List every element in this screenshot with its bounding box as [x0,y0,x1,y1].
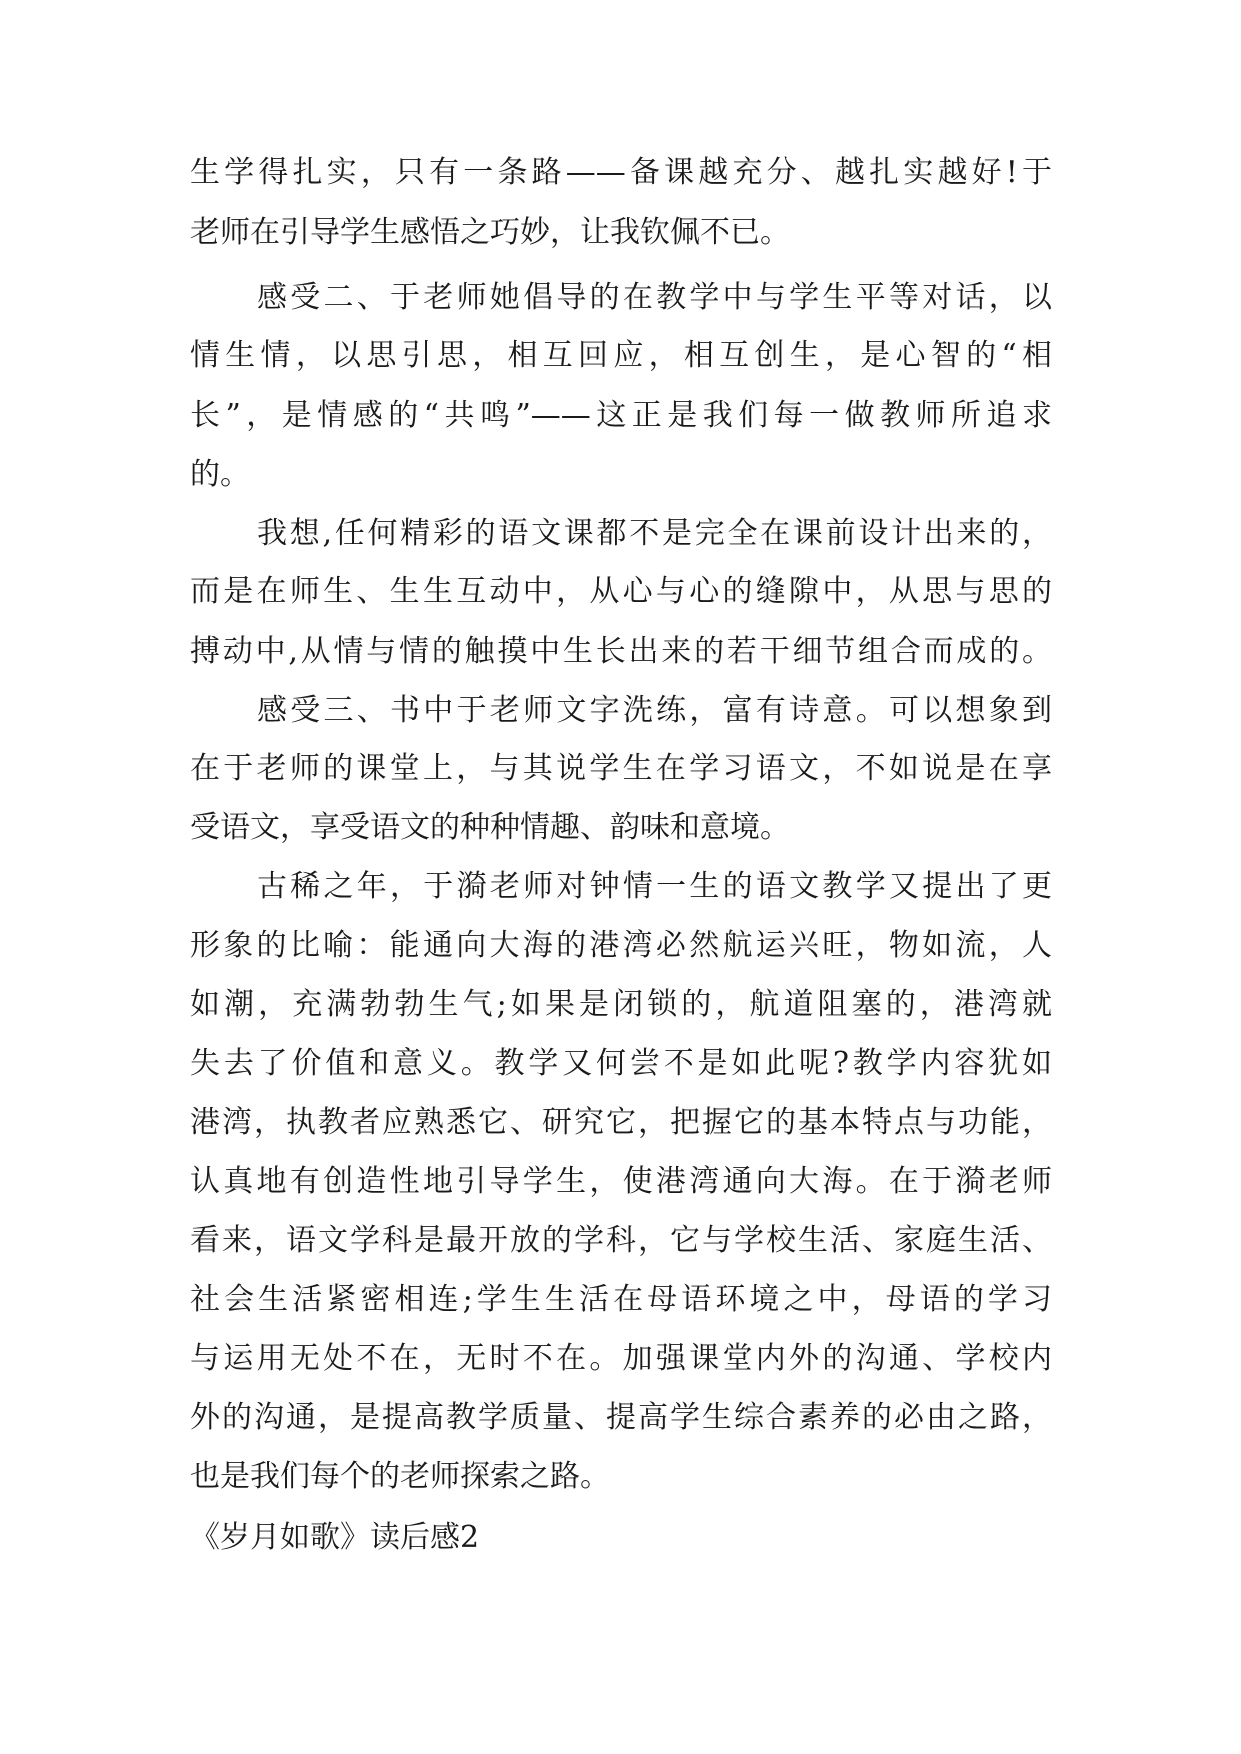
text-line: 社会生活紧密相连;学生生活在母语环境之中，母语的学习 [190,1282,1052,1317]
section-heading: 《岁月如歌》读后感2 [190,1520,480,1555]
text-line: 港湾，执教者应熟悉它、研究它，把握它的基本特点与功能， [190,1105,1052,1140]
text-line: 生学得扎实，只有一条路——备课越充分、越扎实越好!于 [190,155,1052,190]
text-line: 情生情，以思引思，相互回应，相互创生，是心智的“相 [190,338,1052,373]
text-line: 看来，语文学科是最开放的学科，它与学校生活、家庭生活、 [190,1223,1052,1258]
text-line: 失去了价值和意义。教学又何尝不是如此呢?教学内容犹如 [190,1046,1052,1081]
text-line: 搏动中,从情与情的触摸中生长出来的若干细节组合而成的。 [190,634,1052,669]
text-line: 而是在师生、生生互动中，从心与心的缝隙中，从思与思的 [190,574,1052,609]
paragraph-first-line: 感受三、书中于老师文字洗练，富有诗意。可以想象到 [257,693,1052,728]
text-line: 形象的比喻：能通向大海的港湾必然航运兴旺，物如流，人 [190,928,1052,963]
paragraph-first-line: 感受二、于老师她倡导的在教学中与学生平等对话，以 [257,280,1052,315]
text-line: 老师在引导学生感悟之巧妙，让我钦佩不已。 [190,215,790,250]
paragraph-first-line: 我想,任何精彩的语文课都不是完全在课前设计出来的， [257,516,1052,551]
text-line: 的。 [190,457,250,492]
text-line: 认真地有创造性地引导学生，使港湾通向大海。在于漪老师 [190,1164,1052,1199]
text-line: 外的沟通，是提高教学质量、提高学生综合素养的必由之路， [190,1400,1052,1435]
text-line: 长”，是情感的“共鸣”——这正是我们每一做教师所追求 [190,398,1052,433]
paragraph-first-line: 古稀之年，于漪老师对钟情一生的语文教学又提出了更 [257,869,1052,904]
text-line: 也是我们每个的老师探索之路。 [190,1459,610,1494]
text-line: 与运用无处不在，无时不在。加强课堂内外的沟通、学校内 [190,1341,1052,1376]
text-line: 如潮，充满勃勃生气;如果是闭锁的，航道阻塞的，港湾就 [190,987,1052,1022]
text-line: 受语文，享受语文的种种情趣、韵味和意境。 [190,810,790,845]
text-line: 在于老师的课堂上，与其说学生在学习语文，不如说是在享 [190,751,1052,786]
